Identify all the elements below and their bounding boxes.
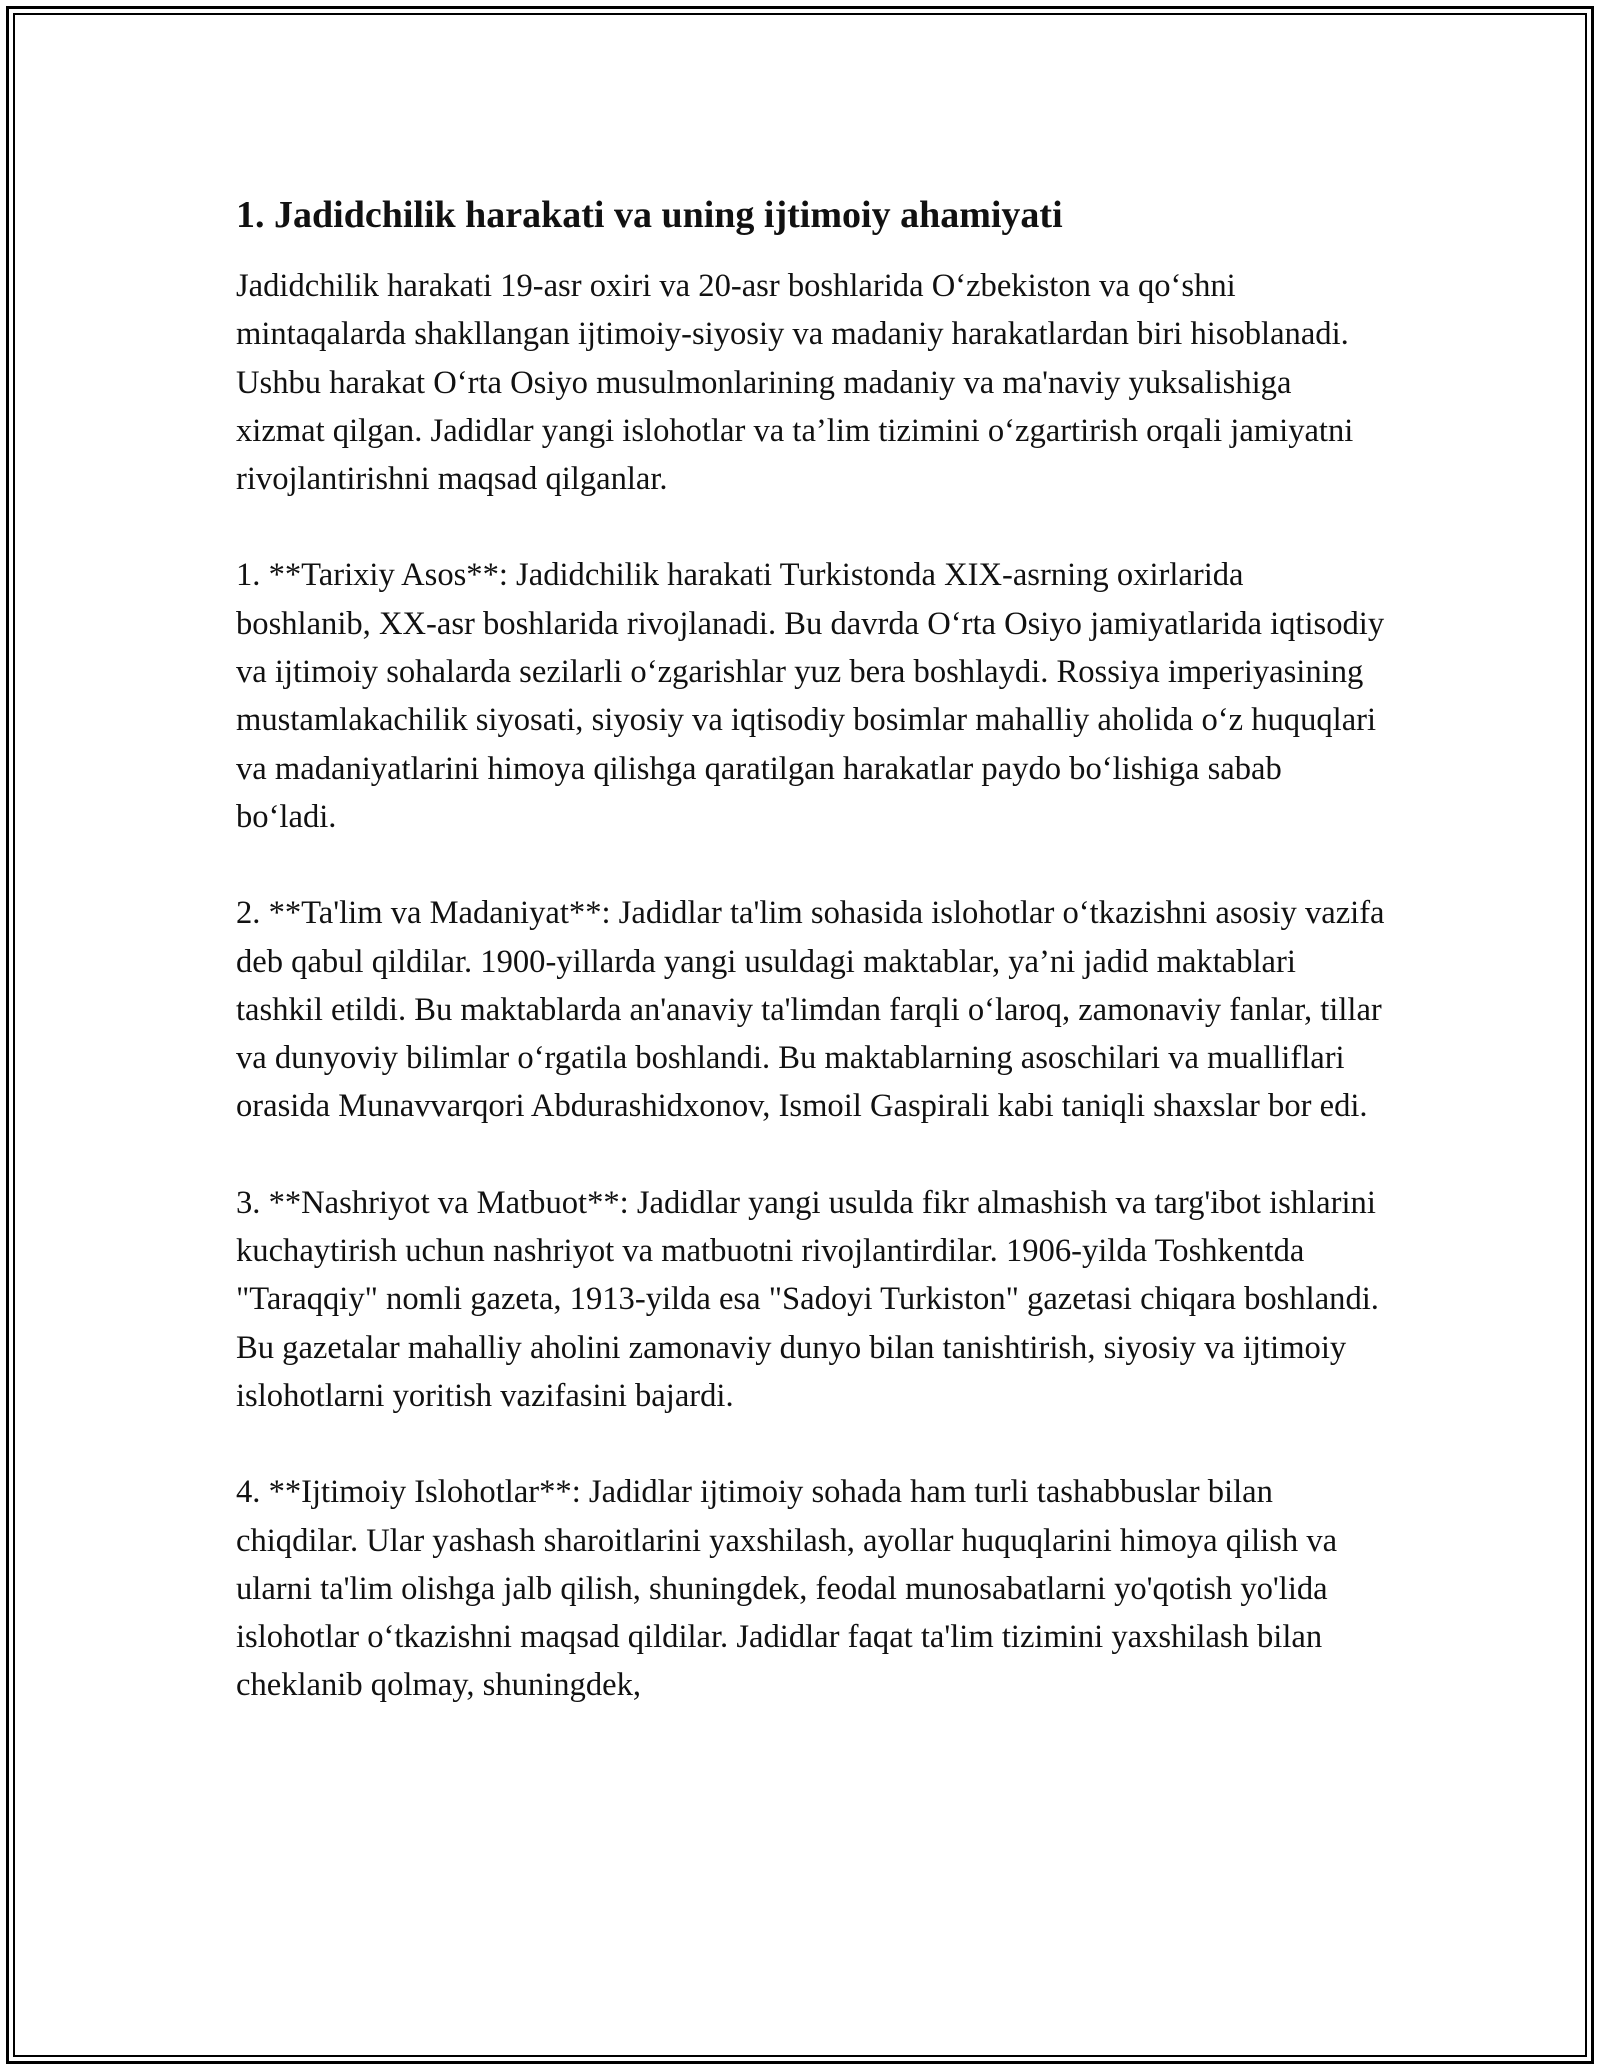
paragraph-historical-basis: 1. **Tarixiy Asos**: Jadidchilik harakati Turkistonda XIX-asrning oxirlarida boshlanib, XX-asr boshlarida rivojlanadi. Bu davrda O‘rta Osiyo jamiyatlarida iqtisodiy va ijtimoiy sohalarda sezilarli o‘zgarishlar yuz bera boshlaydi. Rossiya imperiyasining mustamlakachilik siyosati, siyosiy va iqtisodiy bosimlar mahalliy aholida o‘z huquqlari va madaniyatlarini himoya qilishga qaratilgan harakatlar paydo bo‘lishiga sabab bo‘ladi.: [236, 557, 1385, 835]
document-title: 1. Jadidchilik harakati va uning ijtimoiy ahamiyati: [236, 194, 1063, 236]
paragraph-education-culture: 2. **Ta'lim va Madaniyat**: Jadidlar ta'lim sohasida islohotlar o‘tkazishni asosiy vazifa deb qabul qildilar. 1900-yillarda yangi usuldagi maktablar, ya’ni jadid maktablari tashkil etildi. Bu maktablarda an'anaviy ta'limdan farqli o‘laroq, zamonaviy fanlar, tillar va dunyoviy bilimlar o‘rgatila boshlandi. Bu maktablarning asoschilari va mualliflari orasida Munavvarqori Abdurashidxonov, Ismoil Gaspirali kabi taniqli shaxslar bor edi.: [236, 895, 1385, 1125]
paragraph-intro: Jadidchilik harakati 19-asr oxiri va 20-asr boshlarida O‘zbekiston va qo‘shni mintaqalarda shakllangan ijtimoiy-siyosiy va madaniy harakatlardan biri hisoblanadi. Ushbu harakat O‘rta Osiyo musulmonlarining madaniy va ma'naviy yuksalishiga xizmat qilgan. Jadidlar yangi islohotlar va ta’lim tizimini o‘zgartirish orqali jamiyatni rivojlantirishni maqsad qilganlar.: [236, 268, 1354, 498]
paragraph-publishing-press: 3. **Nashriyot va Matbuot**: Jadidlar yangi usulda fikr almashish va targ'ibot ishlarini kuchaytirish uchun nashriyot va matbuotni rivojlantirdilar. 1906-yilda Toshkentda "Taraqqiy" nomli gazeta, 1913-yilda esa "Sadoyi Turkiston" gazetasi chiqara boshlandi. Bu gazetalar mahalliy aholini zamonaviy dunyo bilan tanishtirish, siyosiy va ijtimoiy islohotlarni yoritish vazifasini bajardi.: [236, 1184, 1379, 1414]
paragraph-social-reforms: 4. **Ijtimoiy Islohotlar**: Jadidlar ijtimoiy sohada ham turli tashabbuslar bilan chiqdilar. Ular yashash sharoitlarini yaxshilash, ayollar huquqlarini himoya qilish va ularni ta'lim olishga jalb qilish, shuningdek, feodal munosabatlarni yo'qotish yo'lida islohotlar o‘tkazishni maqsad qildilar. Jadidlar faqat ta'lim tizimini yaxshilash bilan cheklanib qolmay, shuningdek,: [236, 1474, 1338, 1704]
document-body: [236, 190, 1386, 1758]
